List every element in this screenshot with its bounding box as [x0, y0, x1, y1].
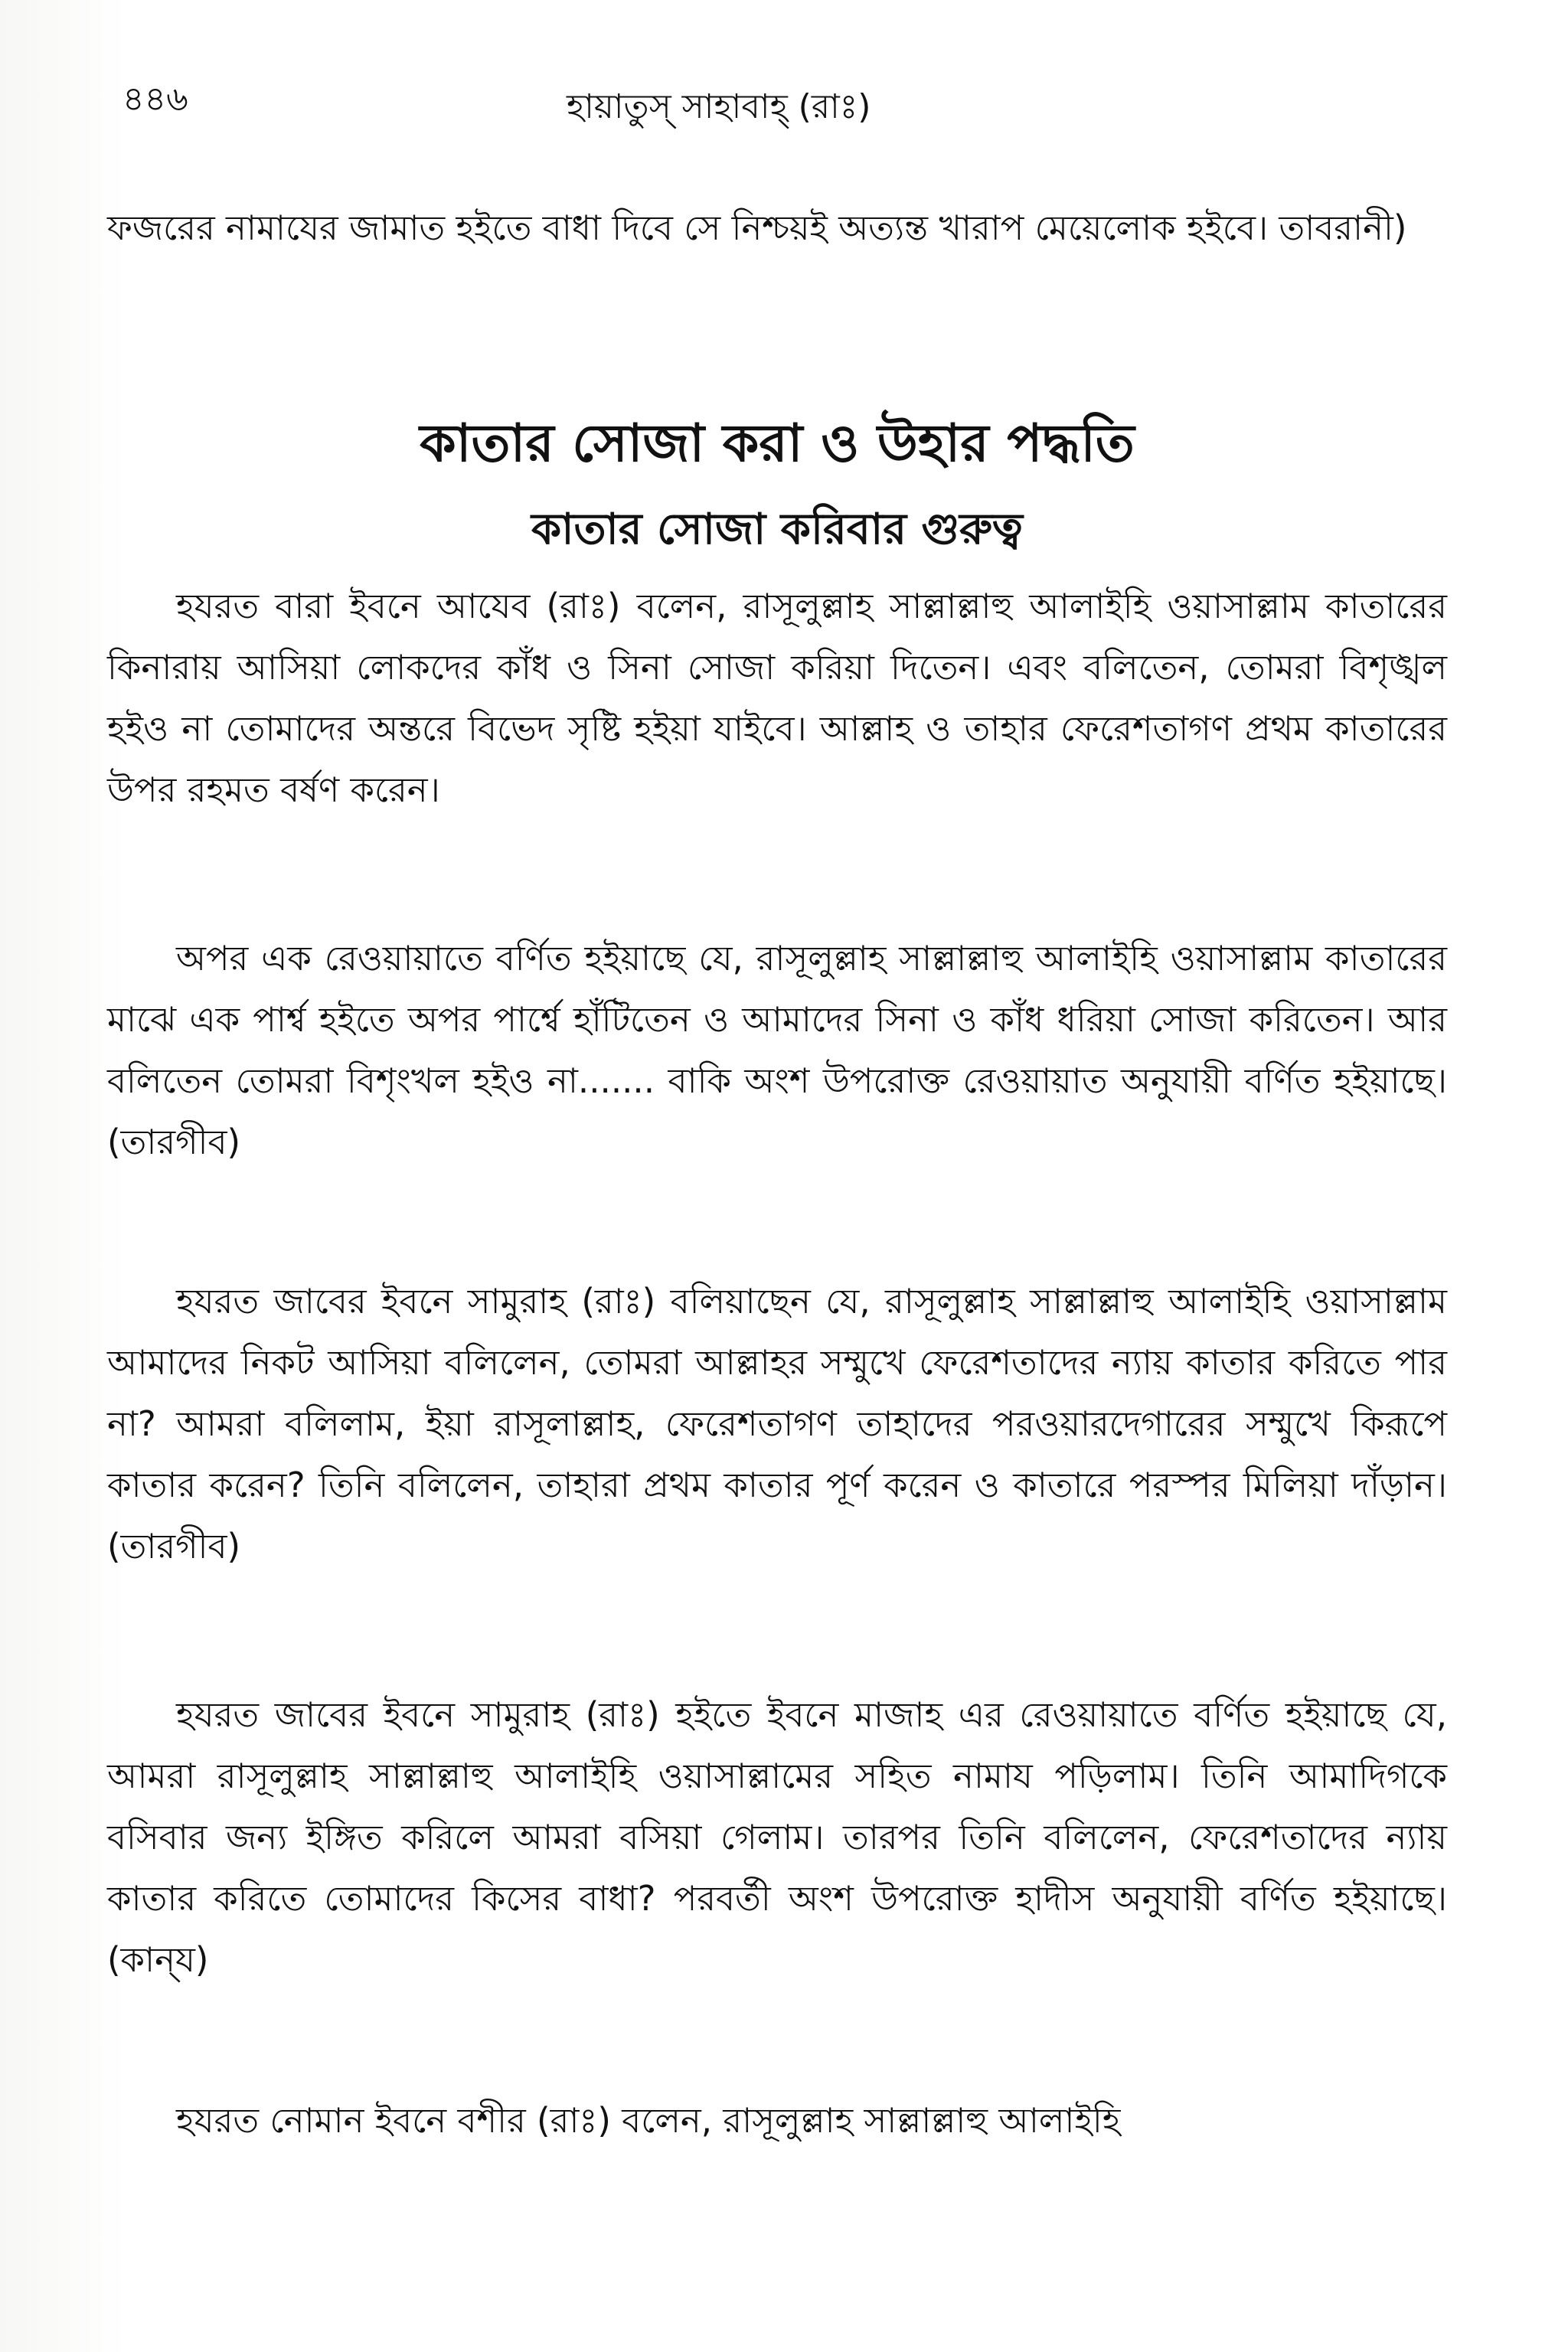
- running-header: [122, 77, 1409, 138]
- paragraph-2: অপর এক রেওয়ায়াতে বর্ণিত হইয়াছে যে, রাসূলুল্লাহ সাল্লাল্লাহু আলাইহি ওয়াসাল্লাম কাতারের মাঝে এক পার্শ্ব হইতে অপর পার্শ্বে হাঁটিতেন ও আমাদের সিনা ও কাঁধ ধরিয়া সোজা করিতেন। আর বলিতেন তোমরা বিশৃংখল হইও না....... বাকি অংশ উপরোক্ত রেওয়ায়াত অনুযায়ী বর্ণিত হইয়াছে। (তারগীব): [107, 938, 1447, 1162]
- continued-paragraph: ফজরের নামাযের জামাত হইতে বাধা দিবে সে নিশ্চয়ই অত্যন্ত খারাপ মেয়েলোক হইবে। তাবরানী): [107, 207, 1407, 248]
- section-title: কাতার সোজা করিবার গুরুত্ব: [531, 505, 1023, 554]
- paragraph-3: হযরত জাবের ইবনে সামুরাহ (রাঃ) বলিয়াছেন যে, রাসূলুল্লাহ সাল্লাল্লাহু আলাইহি ওয়াসাল্লাম আমাদের নিকট আসিয়া বলিলেন, তোমরা আল্লাহর সম্মুখে ফেরেশতাদের ন্যায় কাতার করিতে পার না? আমরা বলিলাম, ইয়া রাসূলাল্লাহ, ফেরেশতাগণ তাহাদের পরওয়ারদেগারের সম্মুখে কিরূপে কাতার করেন? তিনি বলিলেন, তাহারা প্রথম কাতার পূর্ণ করেন ও কাতারে পরস্পর মিলিয়া দাঁড়ান। (তারগীব): [107, 1281, 1447, 1566]
- paragraph-5: হযরত নোমান ইবনে বশীর (রাঃ) বলেন, রাসূলুল্লাহ সাল্লাল্লাহু আলাইহি: [176, 2100, 1121, 2141]
- chapter-title: কাতার সোজা করা ও উহার পদ্ধতি: [420, 413, 1135, 474]
- paragraph-4: হযরত জাবের ইবনে সামুরাহ (রাঃ) হইতে ইবনে মাজাহ এর রেওয়ায়াতে বর্ণিত হইয়াছে যে, আমরা রাসূলুল্লাহ সাল্লাল্লাহু আলাইহি ওয়াসাল্লামের সহিত নামায পড়িলাম। তিনি আমাদিগকে বসিবার জন্য ইঙ্গিত করিলে আমরা বসিয়া গেলাম। তারপর তিনি বলিলেন, ফেরেশতাদের ন্যায় কাতার করিতে তোমাদের কিসের বাধা? পরবর্তী অংশ উপরোক্ত হাদীস অনুযায়ী বর্ণিত হইয়াছে। (কান্‌য): [107, 1694, 1448, 1980]
- page-number: ৪৪৬: [122, 80, 188, 119]
- paragraph-1: হযরত বারা ইবনে আযেব (রাঃ) বলেন, রাসূলুল্লাহ সাল্লাল্লাহু আলাইহি ওয়াসাল্লাম কাতারের কিনারায় আসিয়া লোকদের কাঁধ ও সিনা সোজা করিয়া দিতেন। এবং বলিতেন, তোমরা বিশৃঙ্খল হইও না তোমাদের অন্তরে বিভেদ সৃষ্টি হইয়া যাইবে। আল্লাহ ও তাহার ফেরেশতাগণ প্রথম কাতারের উপর রহমত বর্ষণ করেন।: [107, 586, 1447, 810]
- running-title: হায়াতুস্ সাহাবাহ্ (রাঃ): [567, 87, 871, 126]
